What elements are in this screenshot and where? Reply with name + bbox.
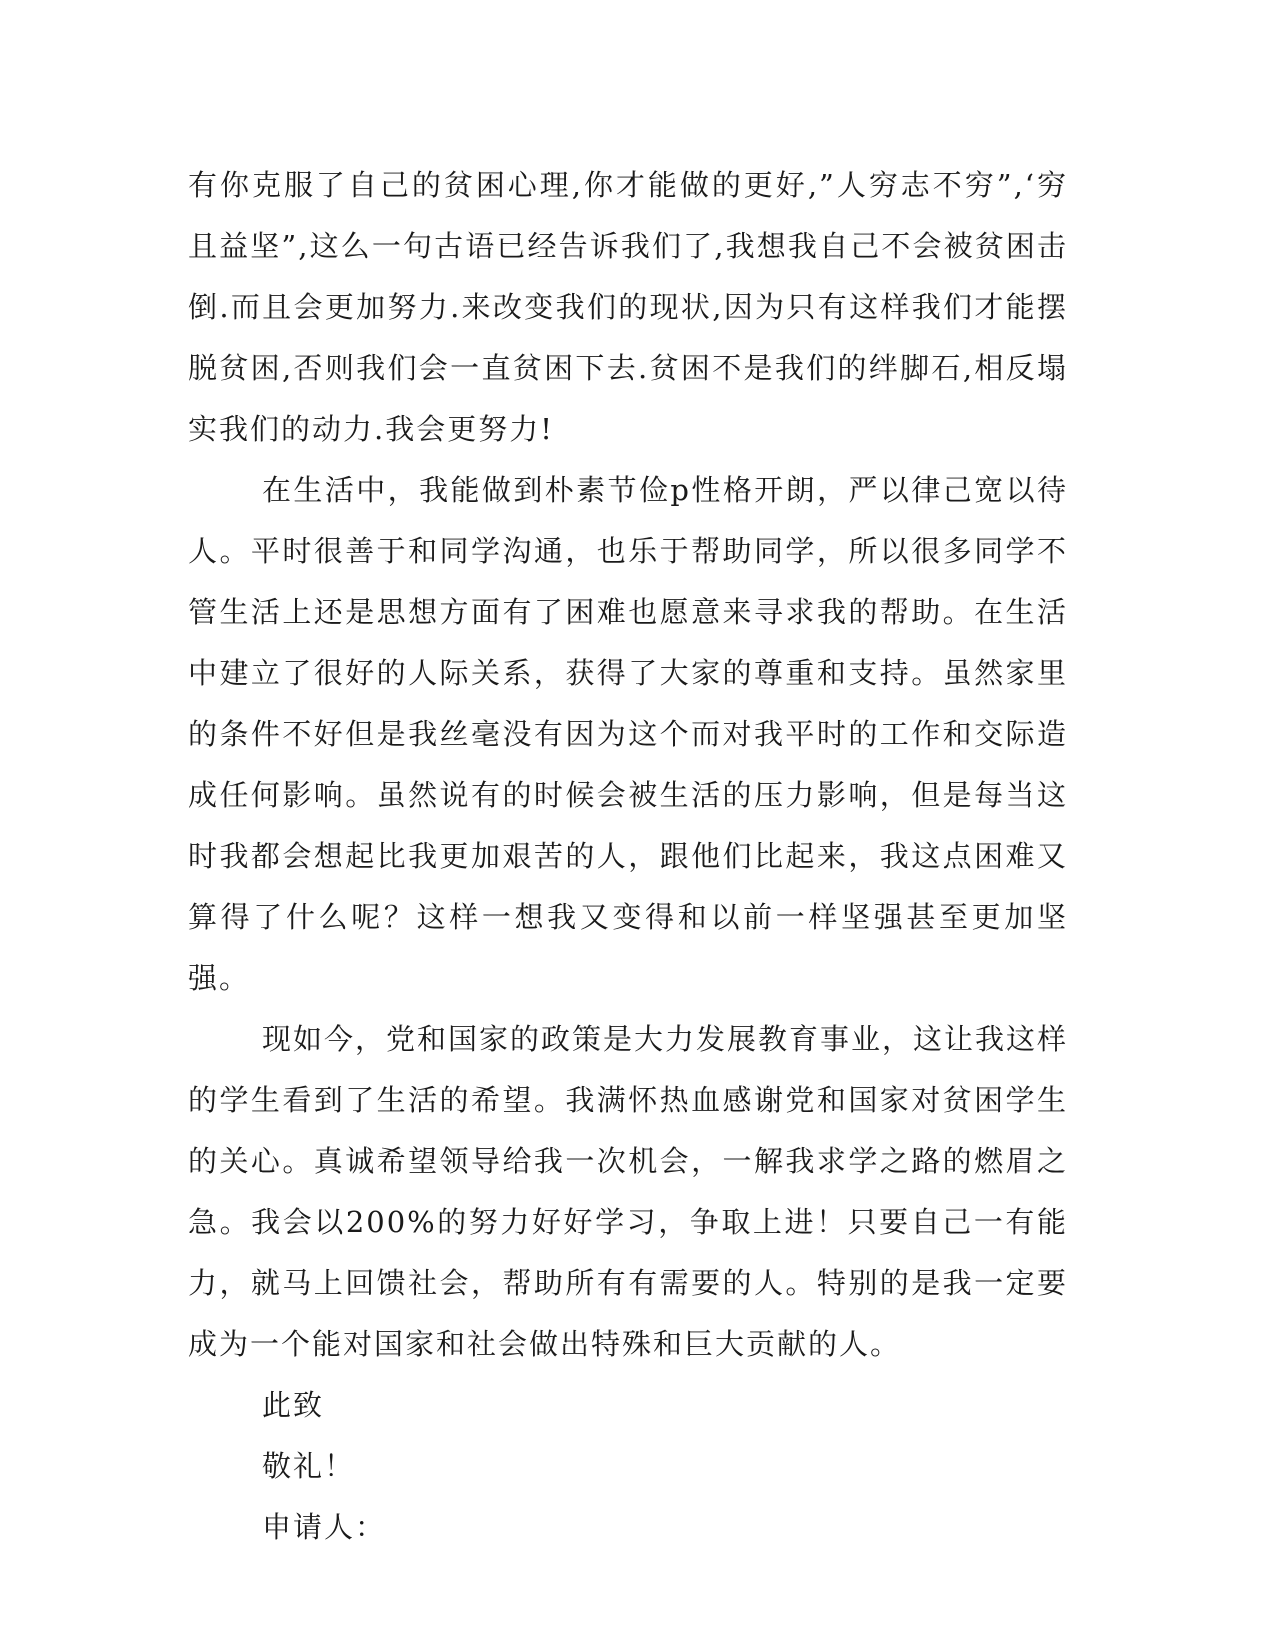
paragraph-continued: 有你克服了自己的贫困心理,你才能做的更好,”人穷志不穷”,‘穷且益坚”,这么一句古语已经告诉我们了,我想我自己不会被贫困击倒.而且会更加努力.来改变我们的现状,因为只有这样我们才能摆脱贫困,否则我们会一直贫困下去.贫困不是我们的绊脚石,相反塌实我们的动力.我会更努力! (188, 168, 1068, 446)
salutation-line-1: 此致 (262, 1388, 325, 1422)
paragraph-life: 在生活中，我能做到朴素节俭p性格开朗，严以律己宽以待人。平时很善于和同学沟通，也乐于帮助同学，所以很多同学不管生活上还是思想方面有了困难也愿意来寻求我的帮助。在生活中建立了很好的人际关系，获得了大家的尊重和支持。虽然家里的条件不好但是我丝毫没有因为这个而对我平时的工作和交际造成任何影响。虽然说有的时候会被生活的压力影响，但是每当这时我都会想起比我更加艰苦的人，跟他们比起来，我这点困难又算得了什么呢？这样一想我又变得和以前一样坚强甚至更加坚强。 (188, 473, 1068, 995)
salutation-line-2: 敬礼！ (262, 1449, 356, 1483)
letter-body (188, 155, 1068, 1558)
paragraph-policy: 现如今，党和国家的政策是大力发展教育事业，这让我这样的学生看到了生活的希望。我满怀热血感谢党和国家对贫困学生的关心。真诚希望领导给我一次机会，一解我求学之路的燃眉之急。我会以200%的努力好好学习，争取上进！只要自己一有能力，就马上回馈社会，帮助所有有需要的人。特别的是我一定要成为一个能对国家和社会做出特殊和巨大贡献的人。 (188, 1022, 1069, 1361)
applicant-label: 申请人： (262, 1510, 387, 1544)
